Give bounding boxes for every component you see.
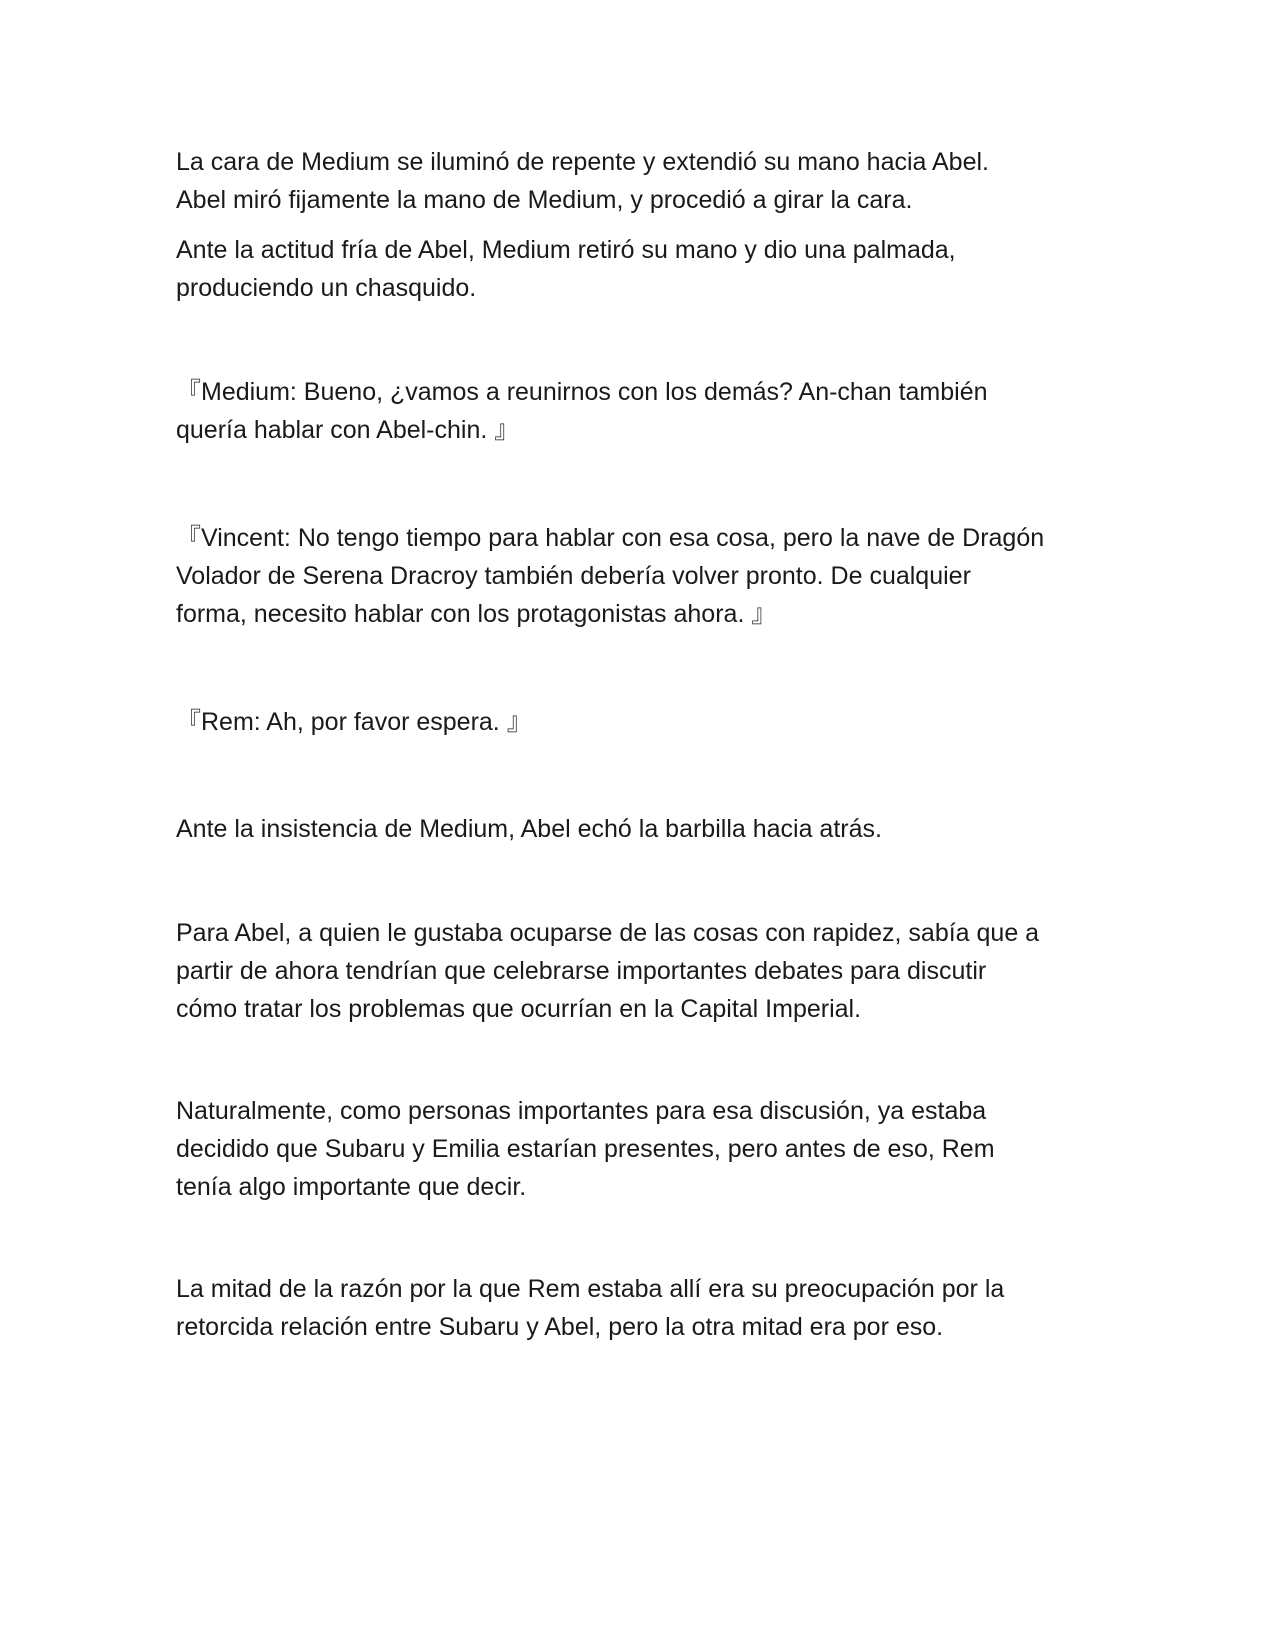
dialogue-vincent: 『Vincent: No tengo tiempo para hablar con esa cosa, pero la nave de Dragón Volador de Serena Dracroy también debería volver pronto. De cualquier forma, necesito hablar con los protagonistas ahora. 』 [176,524,1045,628]
paragraph-8: Naturalmente, como personas importantes para esa discusión, ya estaba decidido que Subaru y Emilia estarían presentes, pero antes de eso, Rem tenía algo importante que decir. [176,1097,995,1201]
paragraph-2: Ante la actitud fría de Abel, Medium retiró su mano y dio una palmada, produciendo un chasquido. [176,236,956,302]
paragraph-9: La mitad de la razón por la que Rem estaba allí era su preocupación por la retorcida relación entre Subaru y Abel, pero la otra mitad era por eso. [176,1275,1005,1341]
paragraph-1: La cara de Medium se iluminó de repente y extendió su mano hacia Abel. Abel miró fijamente la mano de Medium, y procedió a girar la cara. [176,148,989,214]
dialogue-medium: 『Medium: Bueno, ¿vamos a reunirnos con los demás? An-chan también quería hablar con Abel-chin. 』 [176,378,988,444]
dialogue-rem: 『Rem: Ah, por favor espera. 』 [176,708,532,736]
paragraph-6: Ante la insistencia de Medium, Abel echó la barbilla hacia atrás. [176,815,882,843]
paragraph-7: Para Abel, a quien le gustaba ocuparse de las cosas con rapidez, sabía que a partir de ahora tendrían que celebrarse importantes debates para discutir cómo tratar los problemas que ocurrían en la Capital Imperial. [176,919,1040,1023]
